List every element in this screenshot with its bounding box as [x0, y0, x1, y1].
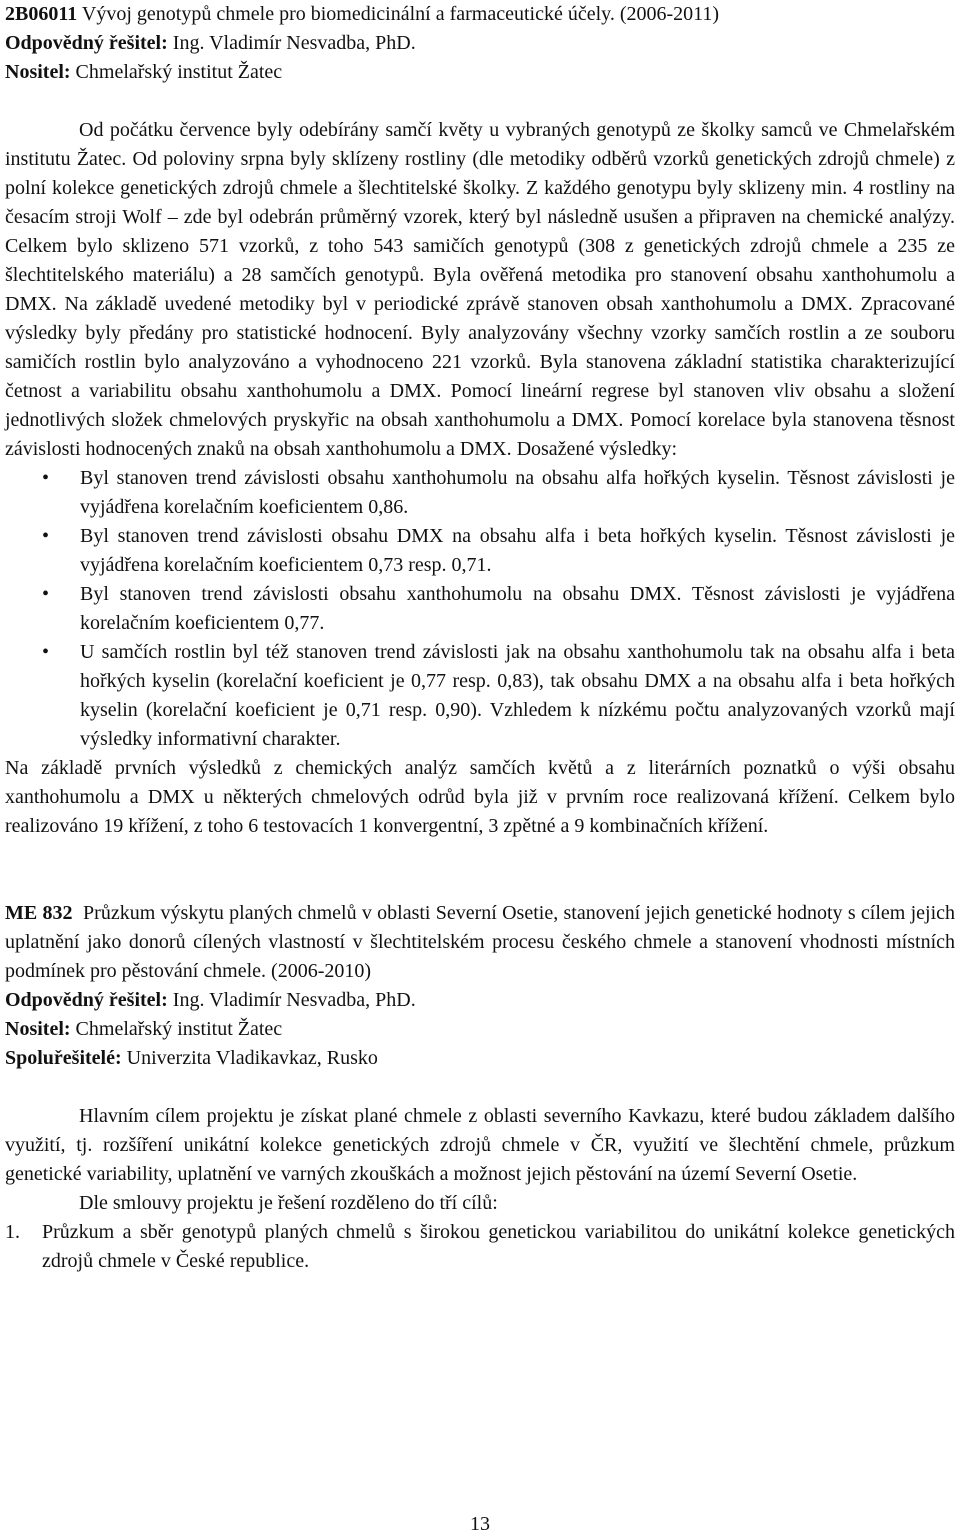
coholder-label: Spoluřešitelé: [5, 1047, 122, 1069]
lead-researcher-line [5, 986, 955, 1015]
list-item-text: Průzkum a sběr genotypů planých chmelů s širokou genetickou variabilitou do unikátní kolekce genetických zdrojů chmele v České republice. [42, 1221, 955, 1272]
list-item-text: Byl stanoven trend závislosti obsahu xanthohumolu na obsahu alfa hořkých kyselin. Těsnost závislosti je vyjádřena korelačním koeficientem 0,86. [80, 467, 955, 518]
body-paragraph: Hlavním cílem projektu je získat plané chmele z oblasti severního Kavkazu, které budou základem dalšího využití, tj. rozšíření unikátní kolekce genetických zdrojů chmele v ČR, využití ve šlechtění chmele, průzkum genetické variability, uplatnění ve varných zkouškách a možnost jejich pěstování na území Severní Osetie. [5, 1105, 955, 1185]
holder-label: Nositel: [5, 61, 71, 83]
holder-value: Chmelařský institut Žatec [70, 1018, 283, 1040]
project-code: ME 832 [5, 902, 73, 924]
holder-label: Nositel: [5, 1018, 71, 1040]
lead-researcher-value: Ing. Vladimír Nesvadba, PhD. [167, 32, 416, 54]
list-item-text: U samčích rostlin byl též stanoven trend závislosti jak na obsahu xanthohumolu tak na obsahu alfa i beta hořkých kyselin (korelační koeficient je 0,77 resp. 0,83), tak obsahu DMX a na obsahu alfa i beta hořkých kyselin (korelační koeficient je 0,71 resp. 0,90). Vzhledem k nízkému počtu analyzovaných vzorků mají výsledky informativní charakter. [80, 641, 955, 750]
lead-researcher-label: Odpovědný řešitel: [5, 989, 168, 1011]
project-me832 [5, 899, 955, 1276]
bullet-icon: • [42, 525, 50, 547]
list-item [5, 464, 955, 522]
list-item [5, 1218, 955, 1276]
project-code: 2B06011 [5, 3, 78, 25]
body-paragraph: Od počátku července byly odebírány samčí květy u vybraných genotypů ze školky samců ve Chmelařském institutu Žatec. Od poloviny srpna byly sklízeny rostliny (dle metodiky odběrů vzorků genetických zdrojů chmele) z polní kolekce genetických zdrojů chmele a šlechtitelské školky. Z každého genotypu byly sklizeny min. 4 rostliny na česacím stroji Wolf – zde byl odebrán průměrný vzorek, který byl následně usušen a připraven na chemické analýzy. Celkem bylo sklizeno 571 vzorků, z toho 543 samičích genotypů (308 z genetických zdrojů chmele a 235 ze šlechtitelského materiálu) a 28 samčích genotypů. Byla ověřená metodika pro stanovení obsahu xanthohumolu a DMX. Na základě uvedené metodiky byl v periodické zprávě stanoven obsah xanthohumolu a DMX. Zpracované výsledky byly předány pro statistické hodnocení. Byly analyzovány všechny vzorky samčích rostlin a ze souboru samičích rostlin bylo analyzováno a vyhodnoceno 221 vzorků. Byla stanovena základní statistika charakterizující četnost a variabilitu obsahu xanthohumolu a DMX. Pomocí lineární regrese byl stanoven vliv obsahu a složení jednotlivých složek chmelových pryskyřic na obsah xanthohumolu a DMX. Pomocí korelace byla stanovena těsnost závislosti hodnocených znaků na obsah xanthohumolu a DMX. Dosažené výsledky: [5, 119, 955, 460]
goals-list [5, 1218, 955, 1276]
document-page [5, 0, 955, 1276]
project-2b06011 [5, 0, 955, 841]
project-heading [5, 899, 955, 986]
bullet-icon: • [42, 583, 50, 605]
closing-paragraph: Na základě prvních výsledků z chemických analýz samčích květů a z literárních poznatků o výši obsahu xanthohumolu a DMX u některých chmelových odrůd byla již v prvním roce realizovaná křížení. Celkem bylo realizováno 19 křížení, z toho 6 testovacích 1 konvergentní, 3 zpětné a 9 kombinačních křížení. [5, 757, 955, 837]
body-paragraph: Dle smlouvy projektu je řešení rozděleno do tří cílů: [79, 1192, 498, 1214]
list-item [5, 522, 955, 580]
list-item [5, 638, 955, 754]
project-title: Průzkum výskytu planých chmelů v oblasti Severní Osetie, stanovení jejich genetické hodnoty s cílem jejich uplatnění jako donorů cílených vlastností v šlechtitelském procesu českého chmele a stanovení vhodnosti místních podmínek pro pěstování chmele. (2006-2010) [5, 902, 956, 982]
bullet-icon: • [42, 467, 50, 489]
list-item-text: Byl stanoven trend závislosti obsahu xanthohumolu na obsahu DMX. Těsnost závislosti je vyjádřena korelačním koeficientem 0,77. [80, 583, 955, 634]
holder-line [5, 1015, 955, 1044]
bullet-icon: • [42, 641, 50, 663]
coholder-value: Univerzita Vladikavkaz, Rusko [121, 1047, 378, 1069]
project-title: Vývoj genotypů chmele pro biomedicinální a farmaceutické účely. (2006-2011) [77, 3, 720, 25]
project-heading [5, 0, 955, 29]
lead-researcher-label: Odpovědný řešitel: [5, 32, 168, 54]
results-list [5, 464, 955, 754]
lead-researcher-line [5, 29, 955, 58]
coholder-line [5, 1044, 955, 1073]
list-item [5, 580, 955, 638]
holder-value: Chmelařský institut Žatec [70, 61, 283, 83]
list-item-text: Byl stanoven trend závislosti obsahu DMX na obsahu alfa i beta hořkých kyselin. Těsnost závislosti je vyjádřena korelačním koeficientem 0,73 resp. 0,71. [80, 525, 955, 576]
lead-researcher-value: Ing. Vladimír Nesvadba, PhD. [167, 989, 416, 1011]
holder-line [5, 58, 955, 87]
list-item-number: 1. [5, 1221, 20, 1243]
page-number: 13 [470, 1513, 490, 1535]
